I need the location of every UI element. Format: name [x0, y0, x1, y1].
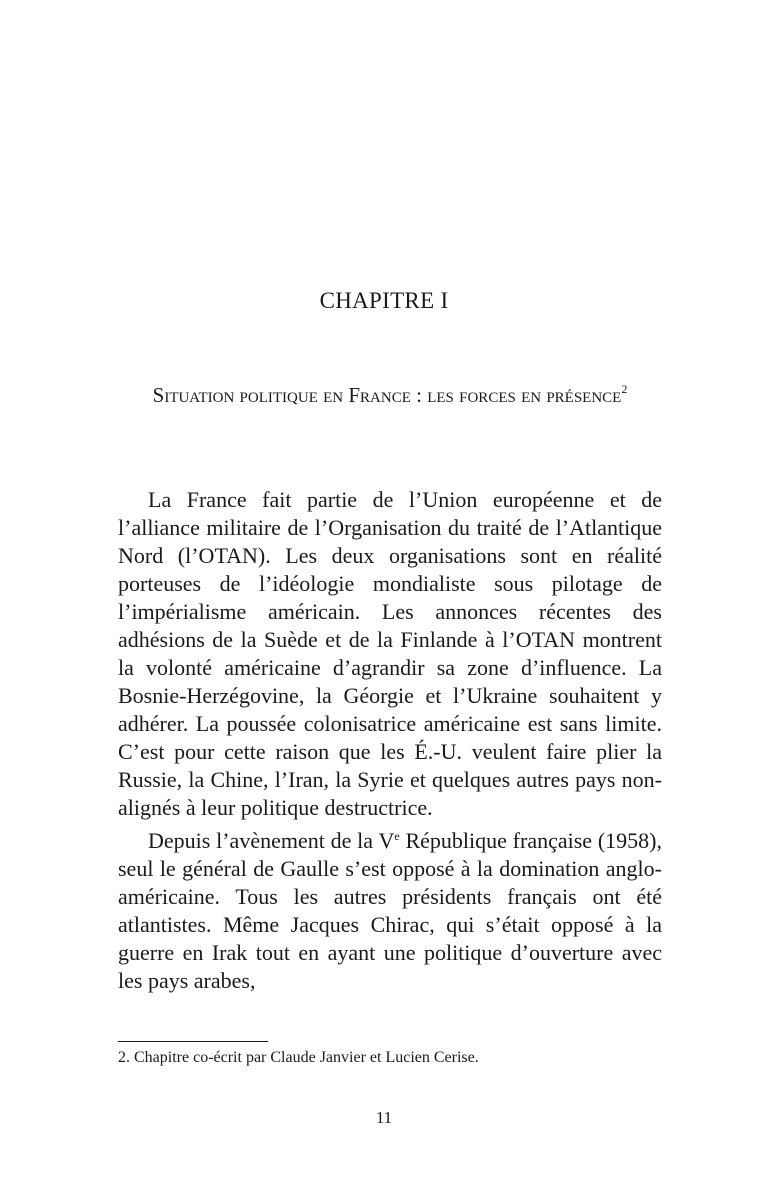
footnote: 2. Chapitre co-écrit par Claude Janvier et Lucien Cerise. — [118, 1049, 479, 1066]
paragraph-1: La France fait partie de l’Union européenne et de l’alliance militaire de l’Organisation du traité de l’Atlantique Nord (l’OTAN). Les deux organisations sont en réalité porteuses de l’idéologie mondialiste sous pilotage de l’impérialisme américain. Les annonces récentes des adhésions de la Suède et de la Finlande à l’OTAN montrent la volonté américaine d’agrandir sa zone d’influence. La Bosnie-Herzégovine, la Géorgie et l’Ukraine souhaitent y adhérer. La poussée colonisatrice américaine est sans limite. C’est pour cette raison que les É.-U. veulent faire plier la Russie, la Chine, l’Iran, la Syrie et quelques autres pays non-alignés à leur politique destructrice. — [118, 487, 662, 820]
section-title — [118, 374, 662, 410]
footnote-separator — [118, 1041, 268, 1042]
paragraph-2 — [118, 822, 662, 995]
section-title-text: Situation politique en France : les forces en présence — [152, 383, 622, 407]
ordinal-superscript: e — [394, 829, 400, 843]
footnote-reference: 2 — [621, 382, 628, 396]
page-number: 11 — [375, 1108, 393, 1127]
chapter-title: CHAPITRE I — [319, 288, 449, 313]
paragraph-2-rest: République française (1958), seul le général de Gaulle s’est opposé à la domination anglo-américaine. Tous les autres présidents français ont été atlantistes. Même Jacques Chirac, qui s’était opposé à la guerre en Irak tout en ayant une politique d’ouverture avec les pays arabes, — [118, 828, 663, 993]
paragraph-2-start: Depuis l’avènement de la V — [148, 828, 395, 853]
body-text — [118, 486, 662, 995]
